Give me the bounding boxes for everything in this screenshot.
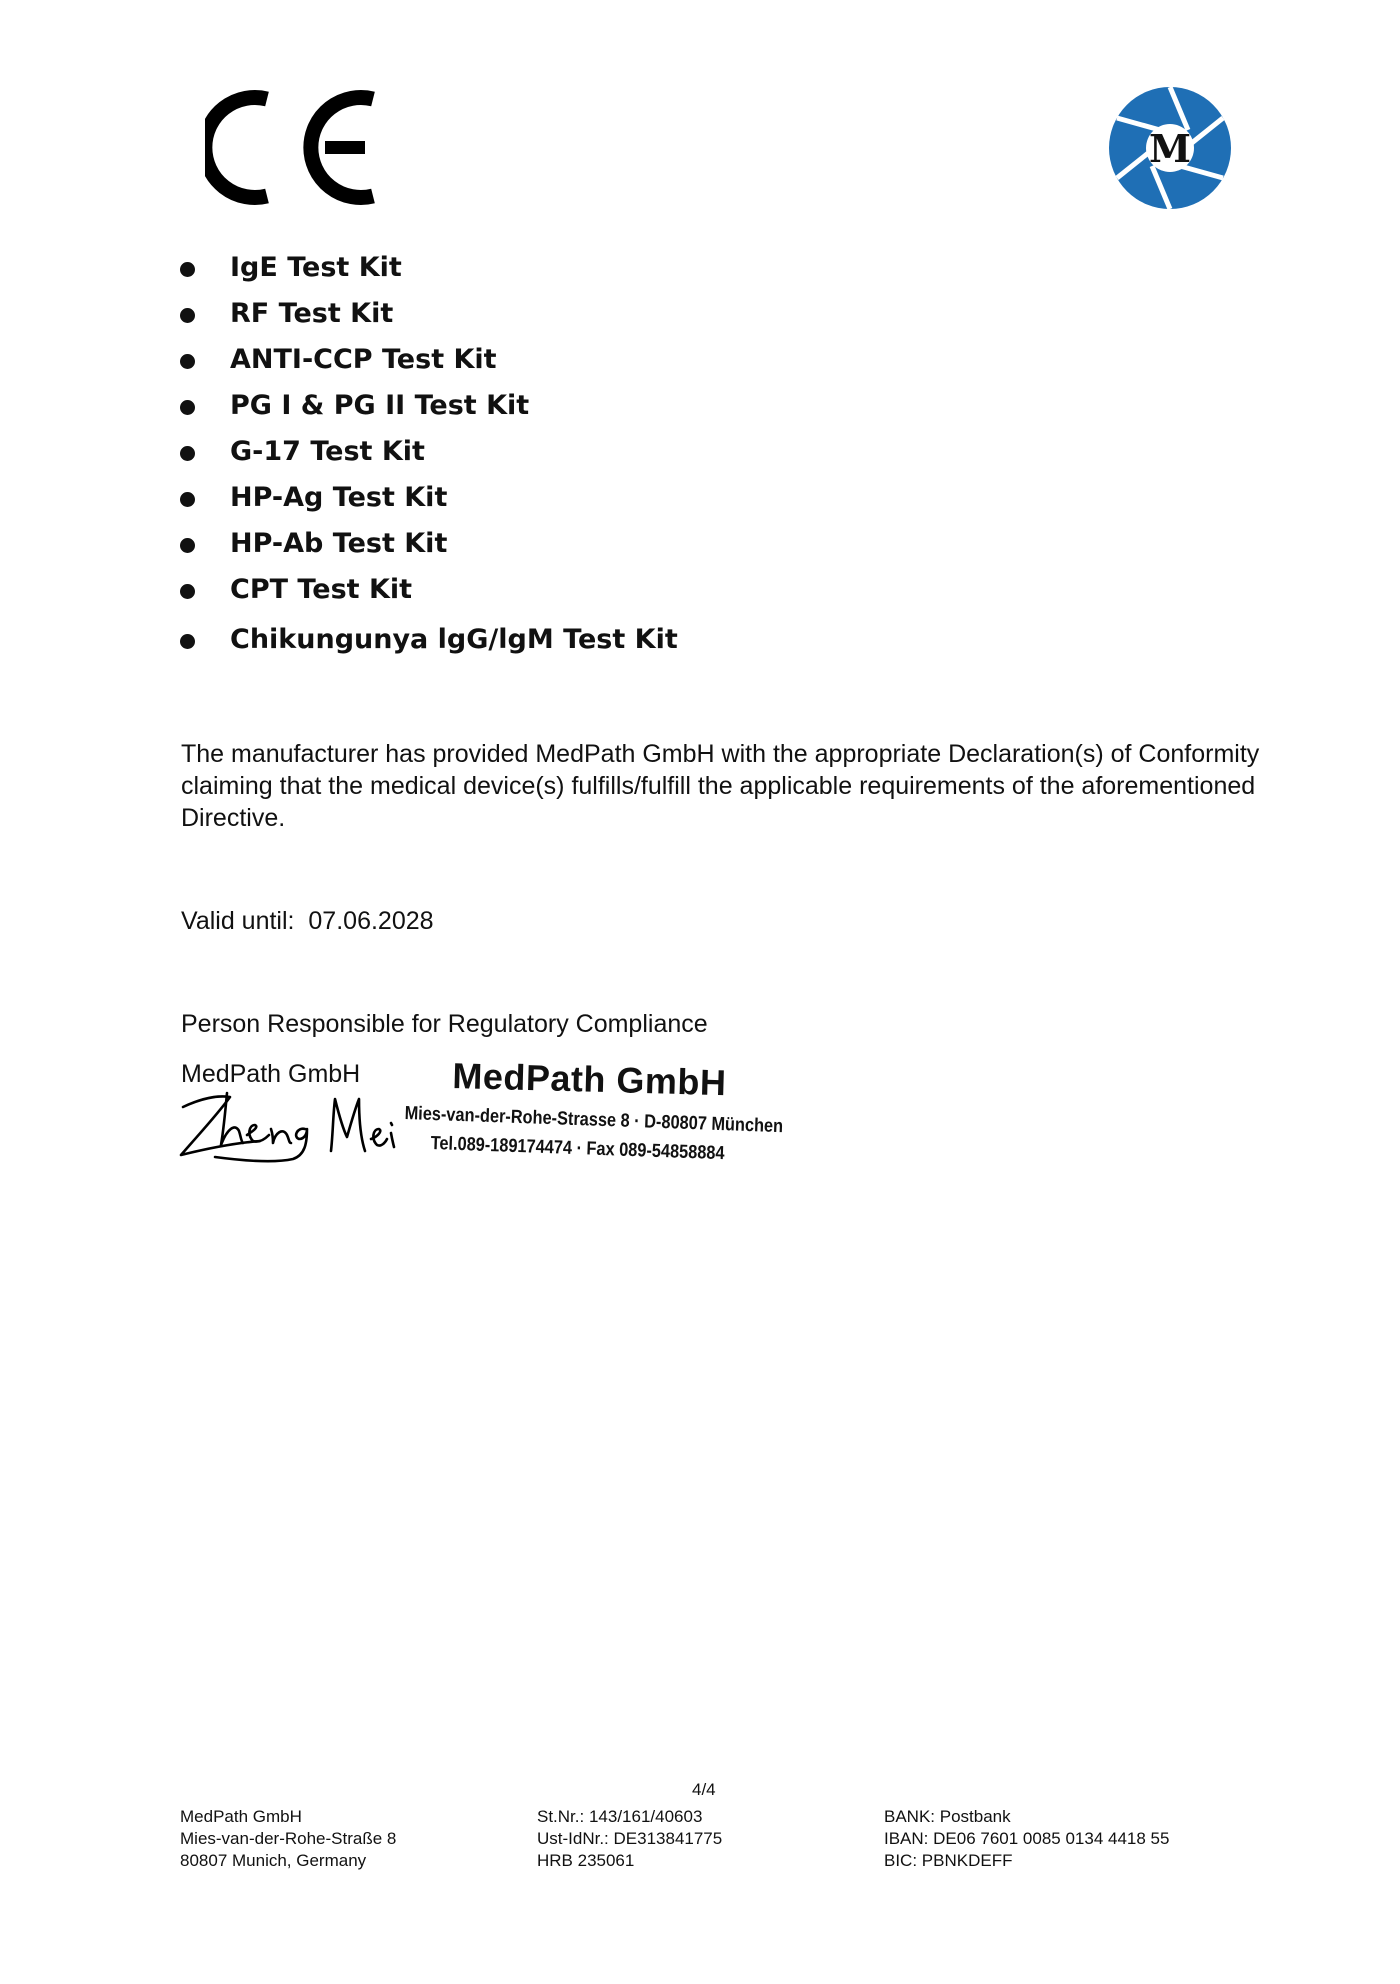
footer-tax-line: Ust-IdNr.: DE313841775 [537,1829,723,1848]
footer-company [180,1806,396,1872]
footer-company-line: MedPath GmbH [180,1807,302,1826]
product-item: IgE Test Kit [180,245,678,291]
footer-bank-info [884,1806,1169,1872]
validity-line [181,905,434,937]
logo-letter: M [1148,126,1192,171]
company-stamp [405,1055,785,1170]
ce-mark-logo [205,85,385,210]
product-item: HP-Ag Test Kit [180,475,678,521]
product-list [180,245,678,663]
declaration-text: The manufacturer has provided MedPath GmbH with the appropriate Declaration(s) of Conformity claiming that the medical device(s) fulfills/fulfill the applicable requirements of the aforementioned Directive. [181,740,1260,832]
product-item: PG I & PG II Test Kit [180,383,678,429]
footer-bank-line: BANK: Postbank [884,1807,1011,1826]
product-item: RF Test Kit [180,291,678,337]
product-item: ANTI-CCP Test Kit [180,337,678,383]
footer-company-line: Mies-van-der-Rohe-Straße 8 [180,1829,397,1848]
footer-bank-line: IBAN: DE06 7601 0085 0134 4418 55 [884,1829,1170,1848]
product-item: Chikungunya lgG/lgM Test Kit [180,617,678,663]
responsible-company: MedPath GmbH [181,1060,361,1088]
footer-tax-line: HRB 235061 [537,1851,635,1870]
stamp-address: Mies-van-der-Rohe-Strasse 8 · D-80807 München [404,1103,784,1138]
validity-date: 07.06.2028 [308,907,434,935]
handwritten-signature [175,1085,405,1165]
footer-tax-info [537,1806,722,1872]
footer-bank-line: BIC: PBNKDEFF [884,1851,1013,1870]
product-item: G-17 Test Kit [180,429,678,475]
product-item: HP-Ab Test Kit [180,521,678,567]
product-item: CPT Test Kit [180,567,678,613]
validity-label: Valid until: [181,907,295,935]
stamp-company-name: MedPath GmbH [451,1055,727,1104]
company-logo [1108,86,1232,210]
responsible-label: Person Responsible for Regulatory Compliance [181,1010,708,1038]
footer-company-line: 80807 Munich, Germany [180,1851,367,1870]
page-number: 4/4 [692,1780,716,1799]
footer-tax-line: St.Nr.: 143/161/40603 [537,1807,703,1826]
stamp-phone: Tel.089-189174474 · Fax 089-54858884 [430,1133,725,1165]
